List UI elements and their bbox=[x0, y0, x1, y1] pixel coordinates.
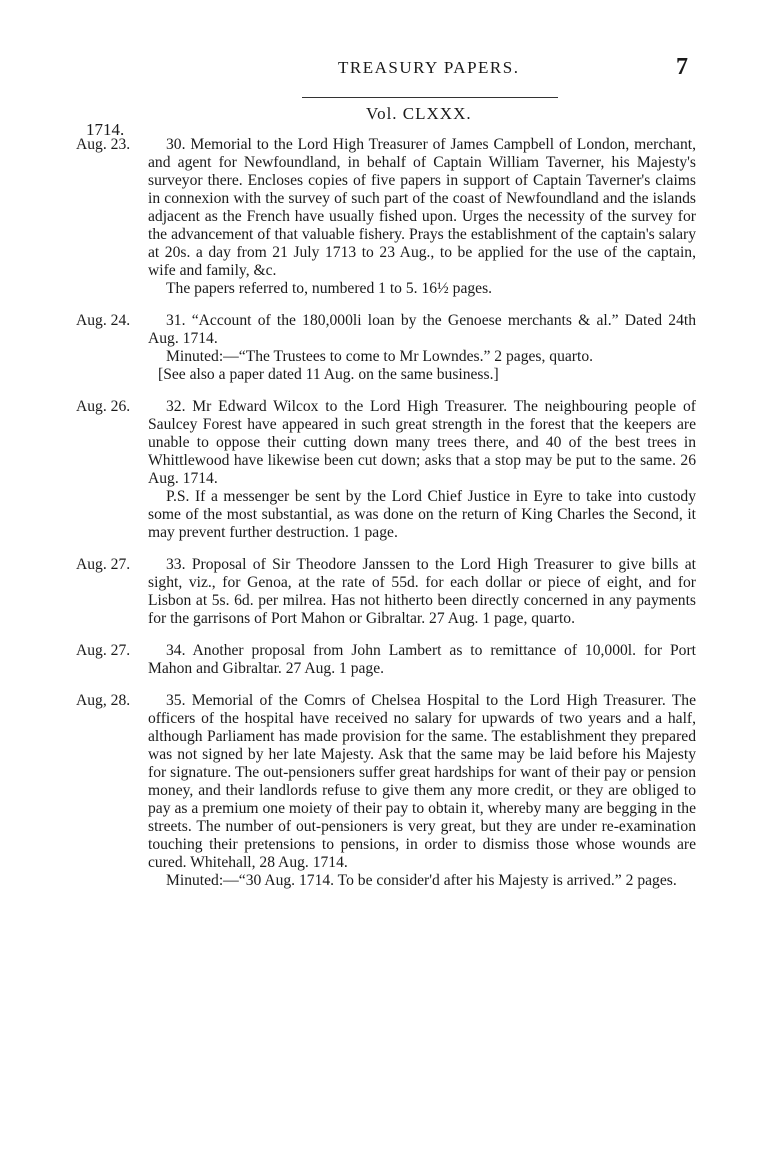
entry-body bbox=[148, 642, 696, 678]
entry-text: 34. Another proposal from John Lambert as to remittance of 10,000l. for Port Mahon and Gibraltar. 27 Aug. 1 page. bbox=[148, 642, 696, 677]
entry-postscript: P.S. If a messenger be sent by the Lord Chief Justice in Eyre to take into custody some of the most substantial, as was done on the return of King Charles the Second, it may prevent further destruction. 1 page. bbox=[148, 488, 696, 541]
entry-date: Aug. 24. bbox=[76, 312, 131, 329]
header-rule-gap bbox=[288, 97, 302, 99]
entry-text: 33. Proposal of Sir Theodore Janssen to the Lord High Treasurer to give bills at sight, viz., for Genoa, at the rate of 55d. for each dollar or piece of eight, and for Lisbon at 5s. 6d. per milrea. Has not hitherto been directly concerned in any payments for the garrisons of Port Mahon or Gibraltar. 27 Aug. 1 page, quarto. bbox=[148, 556, 696, 627]
entry-text: 32. Mr Edward Wilcox to the Lord High Treasurer. The neighbouring people of Saulcey Forest have appeared in such great strength in the forest that the keepers are unable to oppose their cutting down many trees there, and 40 of the best trees in Whittlewood have likewise been cut down; asks that a stop may be put to the same. 26 Aug. 1714. bbox=[148, 398, 696, 487]
entry-minuted: Minuted:—“The Trustees to come to Mr Lowndes.” 2 pages, quarto. bbox=[166, 348, 594, 365]
entry-cross-reference: [See also a paper dated 11 Aug. on the same business.] bbox=[158, 366, 499, 383]
entry-body bbox=[148, 692, 696, 890]
running-title: TREASURY PAPERS. bbox=[338, 58, 520, 77]
entry-date: Aug, 28. bbox=[76, 692, 131, 709]
entry-body bbox=[148, 136, 696, 298]
page-number: 7 bbox=[676, 54, 688, 80]
entry-body bbox=[148, 312, 696, 384]
entry-body bbox=[148, 398, 696, 542]
year-label: 1714. bbox=[86, 120, 125, 139]
entry-text: 31. “Account of the 180,000li loan by the Genoese merchants & al.” Dated 24th Aug. 1714. bbox=[148, 312, 696, 347]
entry-33 bbox=[76, 556, 696, 628]
entry-date: Aug. 23. bbox=[76, 136, 131, 153]
entry-body bbox=[148, 556, 696, 628]
volume-heading: Vol. CLXXX. bbox=[366, 104, 472, 123]
entry-note: The papers referred to, numbered 1 to 5. 16½ pages. bbox=[166, 280, 493, 297]
entry-text: 35. Memorial of the Comrs of Chelsea Hospital to the Lord High Treasurer. The officers of the hospital have received no salary for upwards of two years and a half, although Parliament has made provision for the same. The establishment they prepared was not signed by her late Majesty. Ask that the same may be laid before his Majesty for signature. The out-pensioners suffer great hardships for want of their pay or pension money, and their landlords refuse to give them any more credit, or they are obliged to pay as a premium one moiety of their pay to obtain it, whereby many are begging in the streets. The number of out-pensioners is very great, but they are under re-examination touching their pretensions to pensions, in order to dismiss those whose wounds are cured. Whitehall, 28 Aug. 1714. bbox=[148, 692, 696, 871]
entry-35 bbox=[76, 692, 696, 890]
entry-date: Aug. 26. bbox=[76, 398, 131, 415]
header-rule bbox=[288, 97, 558, 98]
entry-34 bbox=[76, 642, 696, 678]
entries-list bbox=[76, 136, 696, 904]
entry-30 bbox=[76, 136, 696, 298]
entry-date: Aug. 27. bbox=[76, 556, 131, 573]
entry-text: 30. Memorial to the Lord High Treasurer of James Campbell of London, merchant, and agent for Newfoundland, in behalf of Captain William Taverner, his Majesty's surveyor there. Encloses copies of five papers in support of Captain Taverner's claims in connexion with the survey of such part of the coast of Newfoundland and the islands adjacent as the French have usually fished upon. Urges the necessity of the survey for the advancement of that valuable fishery. Prays the establishment of the captain's salary at 20s. a day from 21 July 1713 to 23 Aug., to be applied for the use of the captain, wife and family, &c. bbox=[148, 136, 696, 279]
page-header bbox=[0, 54, 768, 86]
entry-date: Aug. 27. bbox=[76, 642, 131, 659]
entry-32 bbox=[76, 398, 696, 542]
entry-31 bbox=[76, 312, 696, 384]
entry-minuted: Minuted:—“30 Aug. 1714. To be consider'd after his Majesty is arrived.” 2 pages. bbox=[166, 872, 677, 889]
